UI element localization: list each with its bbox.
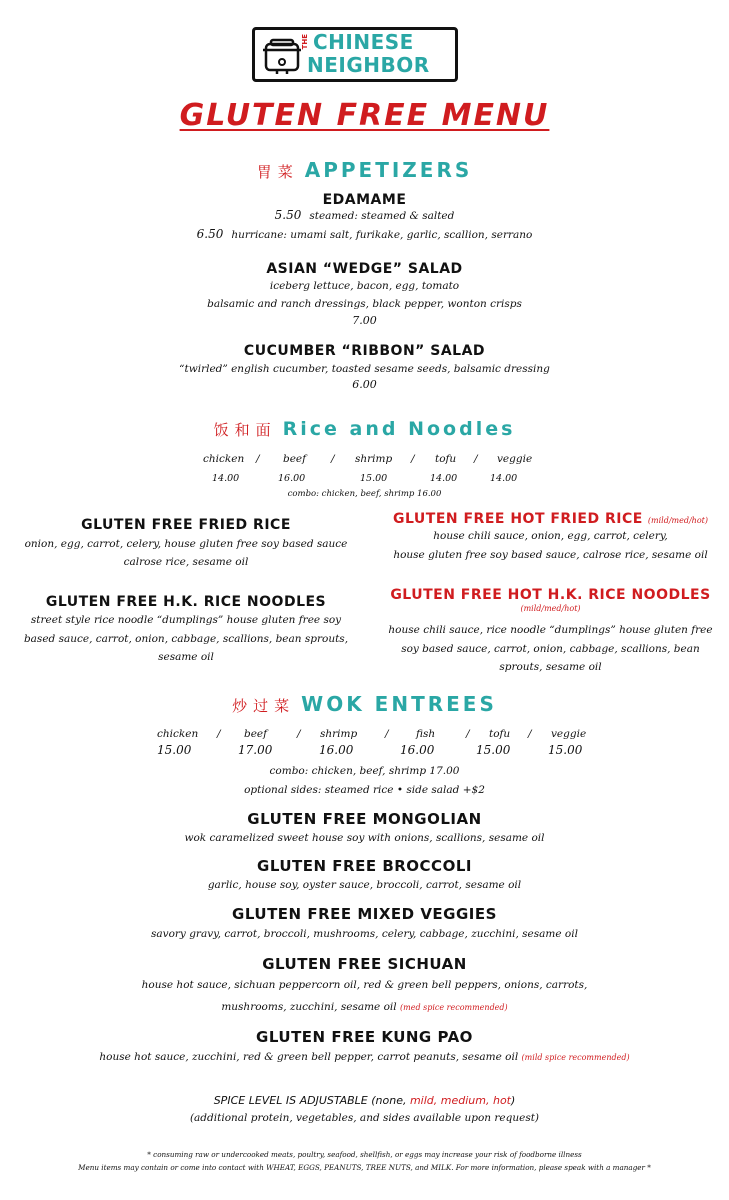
hot-hk-noodles-desc1: house chili sauce, rice noodle “dumplings” house gluten free bbox=[388, 624, 713, 636]
wok-protein: chicken bbox=[157, 728, 199, 740]
cucumber-desc1: “twirled” english cucumber, toasted sesame seeds, balsamic dressing bbox=[179, 363, 550, 375]
hot-fried-rice-name: GLUTEN FREE HOT FRIED RICE bbox=[393, 511, 643, 527]
logo bbox=[252, 27, 458, 82]
spice-hot: hot bbox=[492, 1094, 511, 1107]
rice-protein: tofu bbox=[435, 453, 457, 465]
rice-sep: / bbox=[411, 453, 415, 465]
rice-price: 16.00 bbox=[278, 473, 306, 484]
hot-hk-noodles-desc2: soy based sauce, carrot, onion, cabbage, scallions, bean bbox=[401, 643, 700, 655]
wok-sep: / bbox=[385, 728, 389, 740]
rice-price: 14.00 bbox=[212, 473, 240, 484]
sichuan-desc2: mushrooms, zucchini, sesame oil bbox=[221, 1001, 397, 1013]
spice-prefix: SPICE LEVEL IS ADJUSTABLE ( bbox=[213, 1094, 376, 1107]
mongolian-name: GLUTEN FREE MONGOLIAN bbox=[247, 810, 482, 828]
cucumber-name: CUCUMBER “RIBBON” SALAD bbox=[243, 343, 486, 359]
veggies-desc: savory gravy, carrot, broccoli, mushrooms, celery, cabbage, zucchini, sesame oil bbox=[151, 928, 578, 940]
spice-mild: mild, bbox=[409, 1094, 441, 1107]
rice-protein: shrimp bbox=[355, 453, 393, 465]
rice-price: 15.00 bbox=[360, 473, 388, 484]
fried-rice-desc2: calrose rice, sesame oil bbox=[123, 556, 249, 568]
kungpao-desc: house hot sauce, zucchini, red & green bell pepper, carrot peanuts, sesame oil bbox=[99, 1051, 519, 1063]
fried-rice-name: GLUTEN FREE FRIED RICE bbox=[81, 517, 291, 533]
mongolian-desc: wok caramelized sweet house soy with onions, scallions, sesame oil bbox=[184, 832, 545, 844]
rice-cooker-icon bbox=[261, 34, 303, 76]
hk-noodles-name: GLUTEN FREE H.K. RICE NOODLES bbox=[45, 594, 327, 610]
spice-none: none, bbox=[375, 1094, 410, 1107]
sichuan-note: (med spice recommended) bbox=[400, 1003, 508, 1012]
edamame-line1 bbox=[0, 208, 729, 222]
appetizers-zh: 胃菜 bbox=[256, 163, 299, 181]
logo-line1: CHINESE bbox=[313, 30, 414, 54]
rice-sep: / bbox=[256, 453, 260, 465]
section-appetizers bbox=[0, 158, 729, 182]
kungpao-name: GLUTEN FREE KUNG PAO bbox=[256, 1028, 473, 1046]
fried-rice-desc1: onion, egg, carrot, celery, house gluten free soy based sauce bbox=[24, 538, 348, 550]
wok-price: 15.00 bbox=[157, 743, 192, 757]
cucumber-price: 6.00 bbox=[352, 378, 377, 391]
sichuan-desc1: house hot sauce, sichuan peppercorn oil, red & green bell peppers, onions, carrots, bbox=[141, 979, 588, 991]
edamame-name: EDAMAME bbox=[322, 192, 407, 208]
wok-heading: WOK ENTREES bbox=[301, 692, 497, 716]
wok-sep: / bbox=[528, 728, 532, 740]
logo-line2: NEIGHBOR bbox=[307, 53, 430, 77]
rice-heading: Rice and Noodles bbox=[282, 418, 516, 440]
edamame-text1: steamed: steamed & salted bbox=[309, 210, 455, 222]
section-wok-entrees bbox=[0, 692, 729, 716]
rice-protein: chicken bbox=[203, 453, 245, 465]
hk-noodles-desc2: based sauce, carrot, onion, cabbage, scallions, bean sprouts, bbox=[23, 633, 349, 645]
edamame-price1: 5.50 bbox=[274, 208, 302, 222]
wok-price: 17.00 bbox=[238, 743, 273, 757]
hk-noodles-desc1: street style rice noodle “dumplings” house gluten free soy bbox=[30, 614, 342, 626]
edamame-text2: hurricane: umami salt, furikake, garlic, scallion, serrano bbox=[231, 229, 533, 241]
rice-price: 14.00 bbox=[430, 473, 458, 484]
spice-note bbox=[0, 1094, 729, 1107]
hot-hk-noodles-desc3: sprouts, sesame oil bbox=[499, 661, 602, 673]
broccoli-desc: garlic, house soy, oyster sauce, broccoli, carrot, sesame oil bbox=[207, 879, 522, 891]
edamame-line2 bbox=[0, 227, 729, 241]
hot-fried-rice-desc1: house chili sauce, onion, egg, carrot, celery, bbox=[433, 530, 668, 542]
wok-sep: / bbox=[466, 728, 470, 740]
hot-fried-rice-spice: (mild/med/hot) bbox=[647, 516, 708, 525]
rice-protein: beef bbox=[283, 453, 307, 465]
hk-noodles-desc3: sesame oil bbox=[158, 651, 214, 663]
wedge-desc1: iceberg lettuce, bacon, egg, tomato bbox=[269, 280, 460, 292]
section-rice-noodles bbox=[0, 418, 729, 440]
wok-sep: / bbox=[297, 728, 301, 740]
veggies-name: GLUTEN FREE MIXED VEGGIES bbox=[232, 905, 497, 923]
wok-protein: tofu bbox=[489, 728, 511, 740]
menu-title: GLUTEN FREE MENU bbox=[179, 98, 550, 133]
wok-price: 15.00 bbox=[548, 743, 583, 757]
rice-price: 14.00 bbox=[490, 473, 518, 484]
footer-line2: Menu items may contain or come into contact with WHEAT, EGGS, PEANUTS, TREE NUTS, and MILK. For more information, please speak with a manager * bbox=[78, 1163, 651, 1172]
spice-medium: medium, bbox=[440, 1094, 493, 1107]
wok-protein: shrimp bbox=[320, 728, 358, 740]
hot-fried-rice-heading bbox=[372, 508, 729, 527]
edamame-price2: 6.50 bbox=[196, 227, 224, 241]
wedge-name: ASIAN “WEDGE” SALAD bbox=[266, 261, 463, 277]
rice-zh: 饭和面 bbox=[213, 421, 277, 439]
wok-price: 16.00 bbox=[319, 743, 354, 757]
rice-combo: combo: chicken, beef, shrimp 16.00 bbox=[287, 489, 442, 499]
wok-sides: optional sides: steamed rice • side salad +$2 bbox=[244, 784, 485, 796]
wok-protein: fish bbox=[416, 728, 436, 740]
wok-price: 16.00 bbox=[400, 743, 435, 757]
footer-line1: * consuming raw or undercooked meats, poultry, seafood, shellfish, or eggs may increase your risk of foodborne illness bbox=[147, 1150, 582, 1159]
appetizers-heading: APPETIZERS bbox=[304, 158, 473, 182]
sichuan-desc2-line bbox=[0, 998, 729, 1017]
kungpao-note: (mild spice recommended) bbox=[521, 1053, 630, 1062]
hot-hk-noodles-spice: (mild/med/hot) bbox=[520, 604, 581, 613]
wok-combo: combo: chicken, beef, shrimp 17.00 bbox=[269, 765, 460, 777]
wok-zh: 炒过菜 bbox=[232, 697, 296, 715]
sichuan-name: GLUTEN FREE SICHUAN bbox=[262, 955, 467, 973]
wok-price: 15.00 bbox=[476, 743, 511, 757]
spice-suffix: ) bbox=[510, 1094, 516, 1107]
spice-extra: (additional protein, vegetables, and sides available upon request) bbox=[189, 1112, 540, 1124]
logo-the: THE bbox=[301, 34, 309, 50]
wedge-desc2: balsamic and ranch dressings, black pepper, wonton crisps bbox=[207, 298, 522, 310]
broccoli-name: GLUTEN FREE BROCCOLI bbox=[257, 857, 472, 875]
rice-sep: / bbox=[474, 453, 478, 465]
hot-fried-rice-desc2: house gluten free soy based sauce, calrose rice, sesame oil bbox=[393, 549, 708, 561]
wok-sep: / bbox=[217, 728, 221, 740]
wok-protein: veggie bbox=[551, 728, 587, 740]
kungpao-desc-line bbox=[0, 1048, 729, 1067]
rice-sep: / bbox=[331, 453, 335, 465]
wedge-price: 7.00 bbox=[352, 314, 377, 327]
hot-hk-noodles-name: GLUTEN FREE HOT H.K. RICE NOODLES bbox=[390, 587, 711, 603]
wok-protein: beef bbox=[244, 728, 268, 740]
rice-protein: veggie bbox=[497, 453, 533, 465]
